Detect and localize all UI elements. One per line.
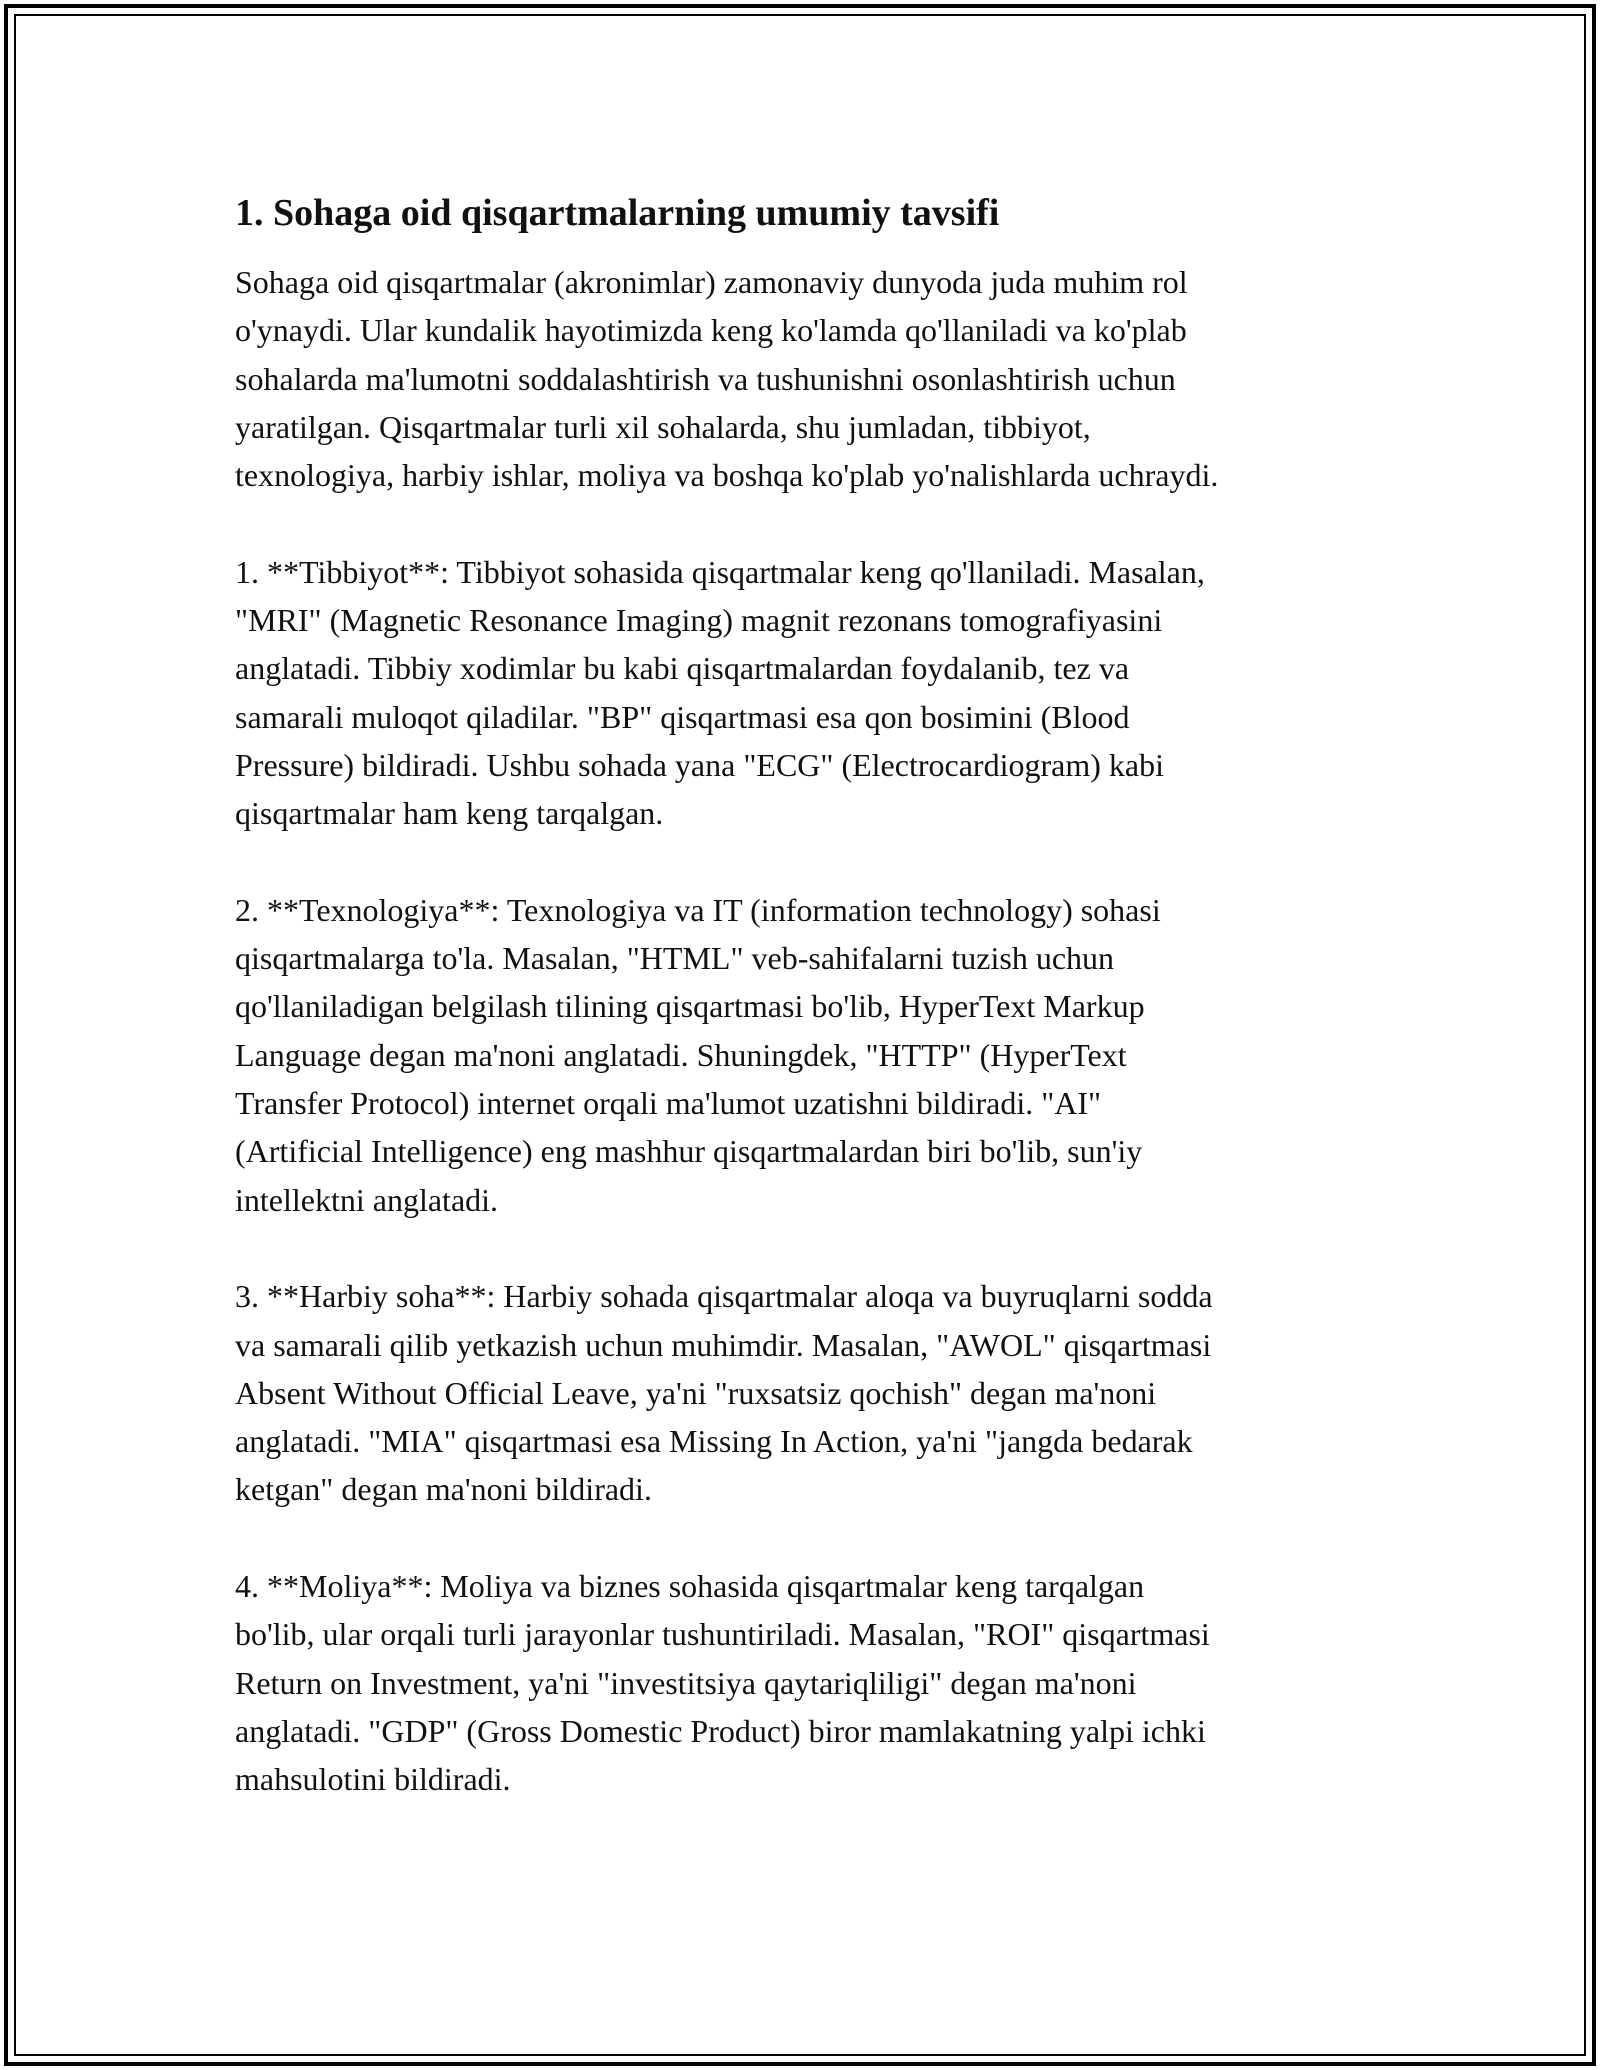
document-title: 1. Sohaga oid qisqartmalarning umumiy tavsifi bbox=[235, 192, 1000, 234]
section-finance: 4. **Moliya**: Moliya va biznes sohasida qisqartmalar keng tarqalgan bo'lib, ular orqali turli jarayonlar tushuntiriladi. Masalan, "ROI" qisqartmasi Return on Investment, ya'ni "investitsiya qaytariqliligi" degan ma'noni anglatadi. "GDP" (Gross Domestic Product) biror mamlakatning yalpi ichki mahsulotini bildiradi. bbox=[235, 1568, 1210, 1798]
section-medicine: 1. **Tibbiyot**: Tibbiyot sohasida qisqartmalar keng qo'llaniladi. Masalan, "MRI" (Magnetic Resonance Imaging) magnit rezonans tomografiyasini anglatadi. Tibbiy xodimlar bu kabi qisqartmalardan foydalanib, tez va samarali muloqot qiladilar. "BP" qisqartmasi esa qon bosimini (Blood Pressure) bildiradi. Ushbu sohada yana "ECG" (Electrocardiogram) kabi qisqartmalar ham keng tarqalgan. bbox=[235, 553, 1205, 832]
intro-paragraph: Sohaga oid qisqartmalar (akronimlar) zamonaviy dunyoda juda muhim rol o'ynaydi. Ular kundalik hayotimizda keng ko'lamda qo'llaniladi va ko'plab sohalarda ma'lumotni soddalashtirish va tushunishni osonlashtirish uchun yaratilgan. Qisqartmalar turli xil sohalarda, shu jumladan, tibbiyot, texnologiya, harbiy ishlar, moliya va boshqa ko'plab yo'nalishlarda uchraydi. bbox=[235, 264, 1219, 494]
section-technology: 2. **Texnologiya**: Texnologiya va IT (information technology) sohasi qisqartmalarga to'la. Masalan, "HTML" veb-sahifalarni tuzish uchun qo'llaniladigan belgilash tilining qisqartmasi bo'lib, HyperText Markup Language degan ma'noni anglatadi. Shuningdek, "HTTP" (HyperText Transfer Protocol) internet orqali ma'lumot uzatishni bildiradi. "AI" (Artificial Intelligence) eng mashhur qisqartmalardan biri bo'lib, sun'iy intellektni anglatadi. bbox=[235, 891, 1161, 1218]
document-body bbox=[235, 188, 1385, 1804]
section-military: 3. **Harbiy soha**: Harbiy sohada qisqartmalar aloqa va buyruqlarni sodda va samarali qilib yetkazish uchun muhimdir. Masalan, "AWOL" qisqartmasi Absent Without Official Leave, ya'ni "ruxsatsiz qochish" degan ma'noni anglatadi. "MIA" qisqartmasi esa Missing In Action, ya'ni "jangda bedarak ketgan" degan ma'noni bildiradi. bbox=[235, 1278, 1213, 1508]
